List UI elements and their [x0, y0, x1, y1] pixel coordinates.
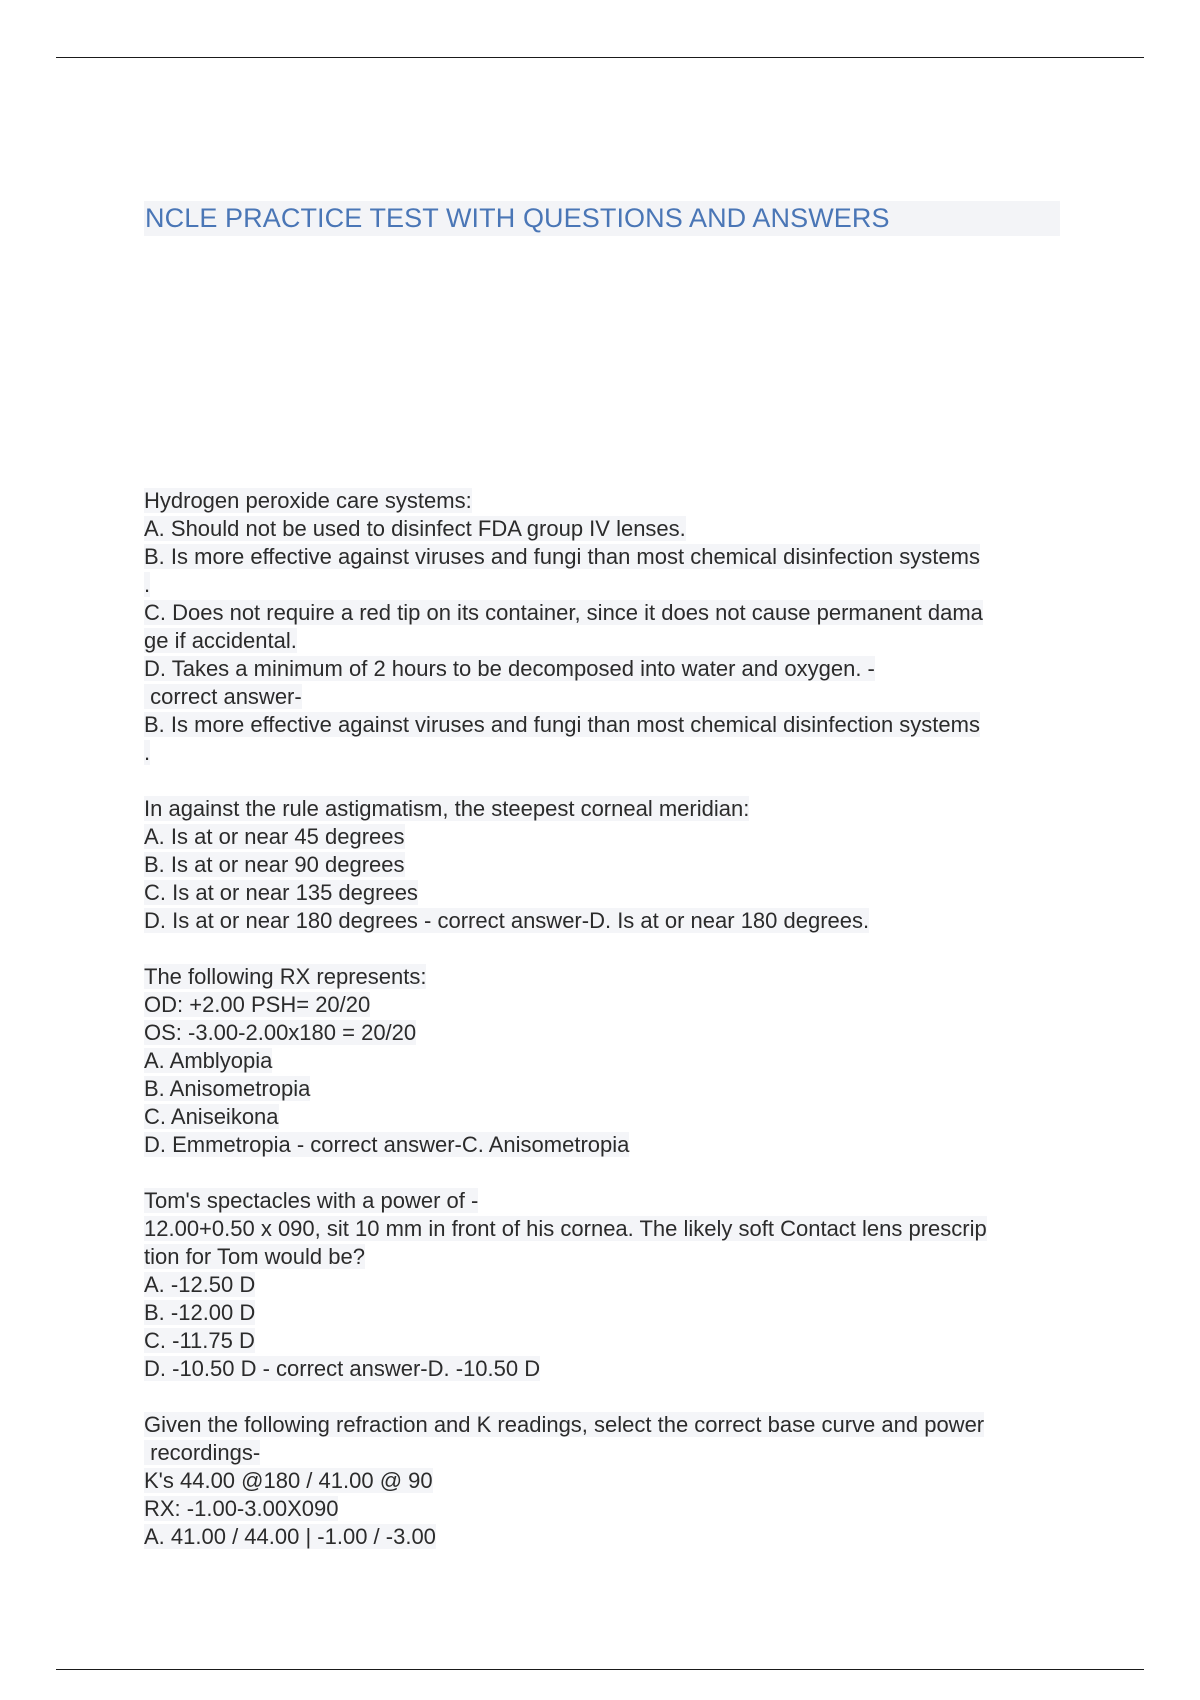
question-block — [144, 487, 1064, 767]
question-line-text: C. -11.75 D — [144, 1328, 255, 1353]
question-line-text: C. Is at or near 135 degrees — [144, 880, 418, 905]
question-line-text: B. Is at or near 90 degrees — [144, 852, 405, 877]
question-line-text: OS: -3.00-2.00x180 = 20/20 — [144, 1020, 417, 1045]
question-block — [144, 963, 1064, 1159]
question-line — [144, 1131, 1064, 1159]
question-line-text: A. Is at or near 45 degrees — [144, 824, 405, 849]
question-line — [144, 1495, 1064, 1523]
question-line-text: The following RX represents: — [144, 964, 427, 989]
question-block — [144, 1187, 1064, 1383]
question-line-text: B. -12.00 D — [144, 1300, 256, 1325]
question-line-text: B. Anisometropia — [144, 1076, 311, 1101]
question-line — [144, 1411, 1064, 1439]
question-line — [144, 1355, 1064, 1383]
question-line-text: B. Is more effective against viruses and fungi than most chemical disinfection systems — [144, 544, 980, 569]
question-line — [144, 683, 1064, 711]
question-line — [144, 1019, 1064, 1047]
question-line — [144, 739, 1064, 767]
question-line-text: OD: +2.00 PSH= 20/20 — [144, 992, 371, 1017]
question-line — [144, 1523, 1064, 1551]
question-line — [144, 1327, 1064, 1355]
question-line-text: B. Is more effective against viruses and fungi than most chemical disinfection systems — [144, 712, 980, 737]
question-line — [144, 1047, 1064, 1075]
question-line-text: D. Emmetropia - correct answer-C. Anisometropia — [144, 1132, 630, 1157]
question-line — [144, 543, 1064, 571]
question-line-text: recordings- — [144, 1440, 261, 1465]
question-line-text: A. -12.50 D — [144, 1272, 256, 1297]
question-line — [144, 571, 1064, 599]
question-line-text: ge if accidental. — [144, 628, 297, 653]
question-line — [144, 1187, 1064, 1215]
question-line-text: K's 44.00 @180 / 41.00 @ 90 — [144, 1468, 433, 1493]
question-line — [144, 991, 1064, 1019]
question-line-text: D. -10.50 D - correct answer-D. -10.50 D — [144, 1356, 541, 1381]
question-line — [144, 711, 1064, 739]
question-line-text: A. Should not be used to disinfect FDA group IV lenses. — [144, 516, 686, 541]
question-line — [144, 1467, 1064, 1495]
question-line-text: C. Does not require a red tip on its container, since it does not cause permanent dama — [144, 600, 983, 625]
question-line — [144, 1075, 1064, 1103]
question-line-text: A. Amblyopia — [144, 1048, 273, 1073]
question-line-text: Tom's spectacles with a power of - — [144, 1188, 479, 1213]
question-line — [144, 823, 1064, 851]
question-line-text: C. Aniseikona — [144, 1104, 279, 1129]
question-line — [144, 515, 1064, 543]
question-line — [144, 1243, 1064, 1271]
question-line-text: RX: -1.00-3.00X090 — [144, 1496, 339, 1521]
question-line — [144, 879, 1064, 907]
question-line — [144, 907, 1064, 935]
question-line — [144, 487, 1064, 515]
question-line — [144, 599, 1064, 627]
question-block — [144, 1411, 1064, 1551]
question-list — [144, 487, 1064, 1579]
question-line-text: In against the rule astigmatism, the steepest corneal meridian: — [144, 796, 750, 821]
question-line-text: Given the following refraction and K readings, select the correct base curve and power — [144, 1412, 985, 1437]
question-block — [144, 795, 1064, 935]
question-line — [144, 1299, 1064, 1327]
question-line — [144, 1439, 1064, 1467]
question-line — [144, 851, 1064, 879]
question-line — [144, 1103, 1064, 1131]
question-line — [144, 795, 1064, 823]
question-line-text: 12.00+0.50 x 090, sit 10 mm in front of his cornea. The likely soft Contact lens prescrip — [144, 1216, 987, 1241]
question-line-text: D. Is at or near 180 degrees - correct answer-D. Is at or near 180 degrees. — [144, 908, 870, 933]
question-line-text: tion for Tom would be? — [144, 1244, 365, 1269]
footer-rule — [56, 1669, 1144, 1670]
question-line-text: . — [144, 572, 151, 597]
header-rule — [56, 57, 1144, 58]
page-title: NCLE PRACTICE TEST WITH QUESTIONS AND ANSWERS — [145, 203, 890, 233]
question-line-text: D. Takes a minimum of 2 hours to be decomposed into water and oxygen. - — [144, 656, 875, 681]
question-line-text: . — [144, 740, 151, 765]
question-line — [144, 627, 1064, 655]
question-line-text: Hydrogen peroxide care systems: — [144, 488, 472, 513]
question-line — [144, 963, 1064, 991]
question-line — [144, 1271, 1064, 1299]
question-line — [144, 655, 1064, 683]
question-line-text: correct answer- — [144, 684, 302, 709]
question-line-text: A. 41.00 / 44.00 | -1.00 / -3.00 — [144, 1524, 436, 1549]
question-line — [144, 1215, 1064, 1243]
